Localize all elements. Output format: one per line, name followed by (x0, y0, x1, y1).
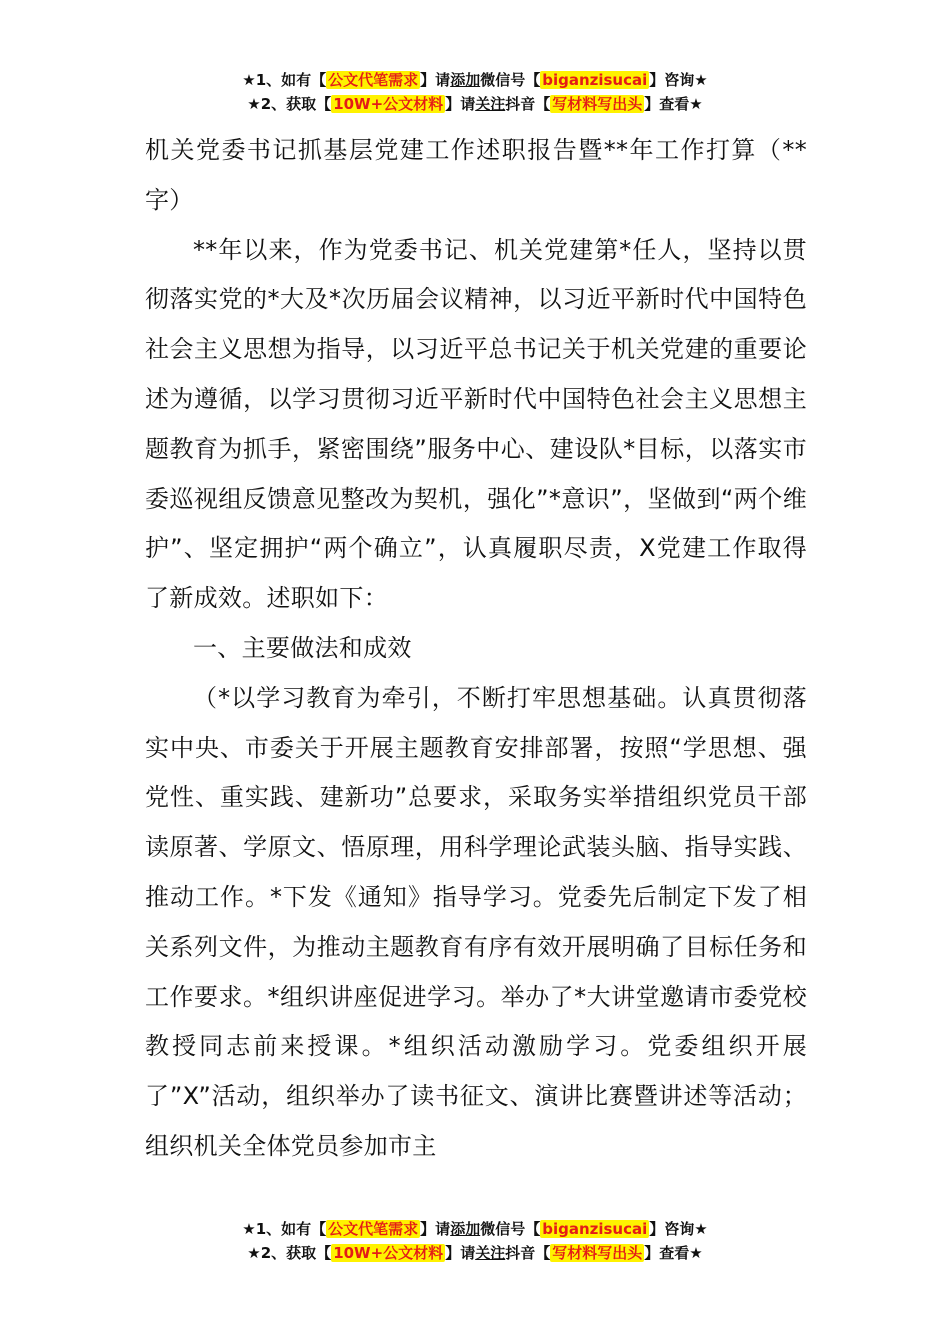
promo-text: 】查看★ (644, 1244, 703, 1262)
promo-douyin-id: 写材料写出头 (552, 1244, 643, 1262)
top-promo-banner (0, 68, 950, 116)
bottom-promo-banner (0, 1217, 950, 1265)
promo-wechat-id: biganzisucai (542, 1220, 648, 1238)
promo-emphasis: 关注 (475, 1244, 506, 1262)
document-title: 机关党委书记抓基层党建工作述职报告暨**年工作打算（**字） (145, 136, 807, 214)
promo-highlight: 公文代笔需求 (328, 71, 419, 89)
promo-line-2 (0, 92, 950, 116)
promo-text: 微信号【 (480, 71, 541, 89)
paragraph-intro: **年以来，作为党委书记、机关党建第*任人，坚持以贯彻落实党的*大及*次历届会议精神，以习近平新时代中国特色社会主义思想为指导，以习近平总书记关于机关党建的重要论述为遵循，以学习贯彻习近平新时代中国特色社会主义思想主题教育为抓手，紧密围绕”服务中心、建设队*目标，以落实市委巡视组反馈意见整改为契机，强化”*意识”，坚做到“两个维护”、坚定拥护“两个确立”，认真履职尽责，X党建工作取得了新成效。述职如下： (145, 235, 807, 613)
promo-line-1 (0, 1217, 950, 1241)
promo-text: 】请 (420, 1220, 451, 1238)
promo-text: 抖音【 (505, 1244, 551, 1262)
document-body (145, 126, 807, 1172)
section-heading: 一、主要做法和成效 (193, 633, 412, 662)
promo-text: 】请 (445, 1244, 476, 1262)
promo-line-2 (0, 1241, 950, 1265)
promo-text: 】请 (420, 71, 451, 89)
promo-text: ★2、获取【 (247, 95, 332, 113)
promo-text: 】咨询★ (649, 1220, 708, 1238)
promo-text: ★1、如有【 (242, 1220, 327, 1238)
promo-douyin-id: 写材料写出头 (552, 95, 643, 113)
promo-emphasis: 添加 (450, 71, 481, 89)
promo-text: 】咨询★ (649, 71, 708, 89)
promo-line-1 (0, 68, 950, 92)
paragraph-body: （*以学习教育为牵引，不断打牢思想基础。认真贯彻落实中央、市委关于开展主题教育安排部署，按照“学思想、强党性、重实践、建新功”总要求，采取务实举措组织党员干部读原著、学原文、悟原理，用科学理论武装头脑、指导实践、推动工作。*下发《通知》指导学习。党委先后制定下发了相关系列文件，为推动主题教育有序有效开展明确了目标任务和工作要求。*组织讲座促进学习。举办了*大讲堂邀请市委党校教授同志前来授课。*组织活动激励学习。党委组织开展了”X”活动，组织举办了读书征文、演讲比赛暨讲述等活动；组织机关全体党员参加市主 (145, 683, 807, 1160)
promo-emphasis: 关注 (475, 95, 506, 113)
promo-highlight: 10W+公文材料 (333, 1244, 444, 1262)
promo-text: 抖音【 (505, 95, 551, 113)
promo-highlight: 公文代笔需求 (328, 1220, 419, 1238)
promo-text: 】查看★ (644, 95, 703, 113)
promo-text: 】请 (445, 95, 476, 113)
promo-emphasis: 添加 (450, 1220, 481, 1238)
promo-text: 微信号【 (480, 1220, 541, 1238)
promo-text: ★1、如有【 (242, 71, 327, 89)
promo-highlight: 10W+公文材料 (333, 95, 444, 113)
promo-wechat-id: biganzisucai (542, 71, 648, 89)
promo-text: ★2、获取【 (247, 1244, 332, 1262)
